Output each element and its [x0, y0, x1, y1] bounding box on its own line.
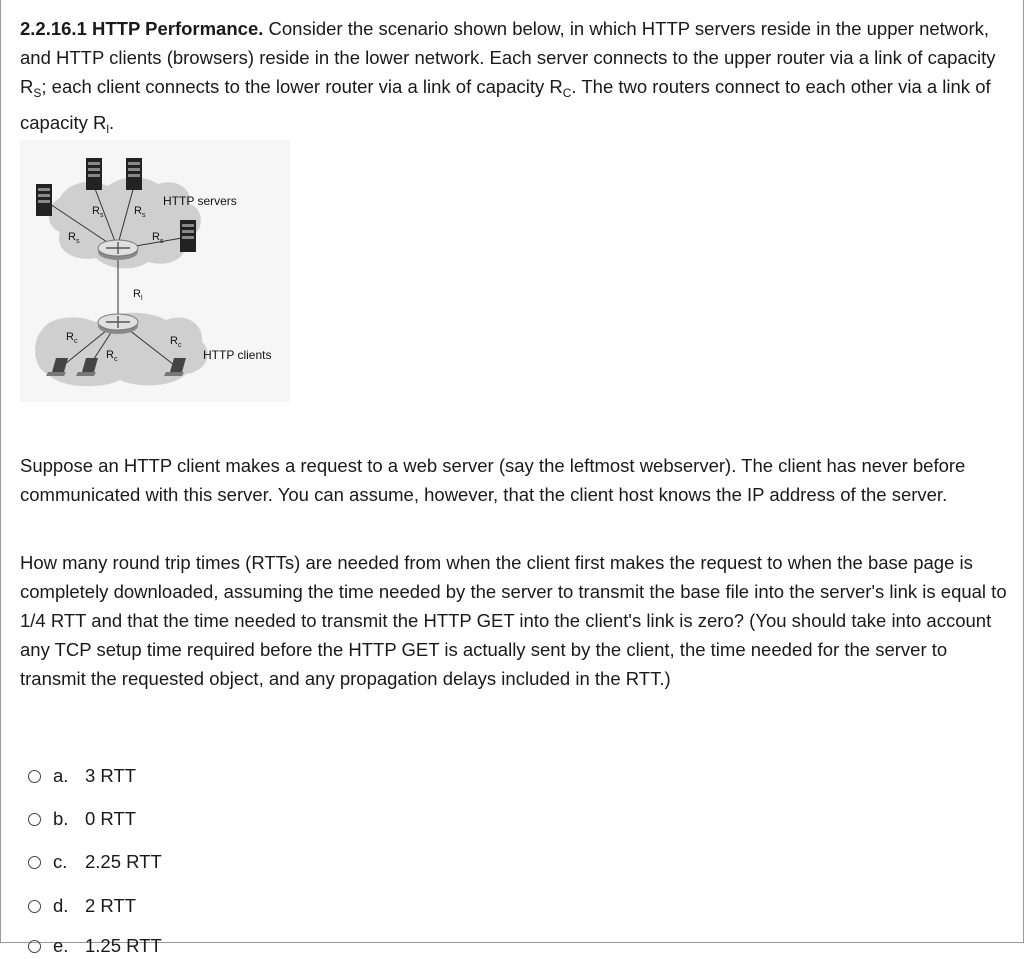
- option-letter: d.: [53, 895, 69, 916]
- rc-label-2: $R_c$: [106, 349, 118, 363]
- answer-option-e[interactable]: [28, 933, 162, 959]
- answer-option-b[interactable]: [28, 806, 136, 832]
- rs-label-4: $R_s$: [152, 231, 164, 245]
- server-icon: [86, 158, 102, 190]
- answer-option-c[interactable]: [28, 849, 162, 875]
- option-letter: c.: [53, 851, 68, 872]
- option-text: 2 RTT: [85, 895, 137, 916]
- sub-c: C: [562, 86, 572, 100]
- option-letter: b.: [53, 808, 69, 829]
- rc-label-3: $R_c$: [170, 335, 182, 349]
- radio-button[interactable]: [28, 770, 41, 783]
- radio-button[interactable]: [28, 900, 41, 913]
- question-paragraph: How many round trip times (RTTs) are needed from when the client first makes the request to when the base page is completely downloaded, assuming the time needed by the server to transmit the base file into the server's link is equal to 1/4 RTT and that the time needed to transmit the HTTP GET into the client's link is zero? (You should take into account any TCP setup time required before the HTTP GET is actually sent by the client, the time needed for the server to transmit the requested object, and any propagation delays included in the RTT.): [20, 552, 1007, 689]
- option-text: 1.25 RTT: [85, 935, 162, 956]
- intro-text-3: . The two routers connect to each other via a link of capacity R: [20, 76, 991, 133]
- server-icon: [36, 184, 52, 216]
- scenario-paragraph: Suppose an HTTP client makes a request to a web server (say the leftmost webserver). The client has never before communicated with this server. You can assume, however, that the client host knows the IP address of the server.: [20, 455, 966, 505]
- option-letter: e.: [53, 935, 69, 956]
- option-text: 2.25 RTT: [85, 851, 162, 872]
- server-icon: [126, 158, 142, 190]
- rc-label-1: $R_c$: [66, 331, 78, 345]
- question-heading: HTTP Performance.: [92, 18, 264, 39]
- sub-l: l: [106, 122, 110, 136]
- rs-label-2: $R_s$: [134, 205, 146, 219]
- network-diagram: [20, 140, 290, 402]
- option-text: 3 RTT: [85, 765, 137, 786]
- lower-router-icon: [98, 314, 138, 334]
- intro-text-4: .: [109, 112, 115, 133]
- question-number: 2.2.16.1: [20, 18, 87, 39]
- option-letter: a.: [53, 765, 69, 786]
- rs-label-3: $R_s$: [68, 231, 80, 245]
- upper-router-icon: [98, 240, 138, 260]
- http-clients-label: HTTP clients: [203, 348, 272, 362]
- option-text: 0 RTT: [85, 808, 137, 829]
- answer-option-a[interactable]: [28, 763, 136, 789]
- rs-label-1: $R_s$: [92, 205, 104, 219]
- radio-button[interactable]: [28, 856, 41, 869]
- sub-s: S: [33, 86, 42, 100]
- intro-text-2: ; each client connects to the lower router via a link of capacity R: [41, 76, 563, 97]
- radio-button[interactable]: [28, 813, 41, 826]
- server-icon: [180, 220, 196, 252]
- radio-button[interactable]: [28, 940, 41, 953]
- http-servers-label: HTTP servers: [163, 194, 237, 208]
- intro-text-1: Consider the scenario shown below, in which HTTP servers reside in the upper network, and HTTP clients (browsers) reside in the lower network. Each server connects to the upper router via a link of capacity R: [20, 18, 996, 97]
- answer-option-d[interactable]: [28, 893, 136, 919]
- rl-label: $R_l$: [133, 288, 143, 302]
- intro-paragraph: [20, 14, 1010, 144]
